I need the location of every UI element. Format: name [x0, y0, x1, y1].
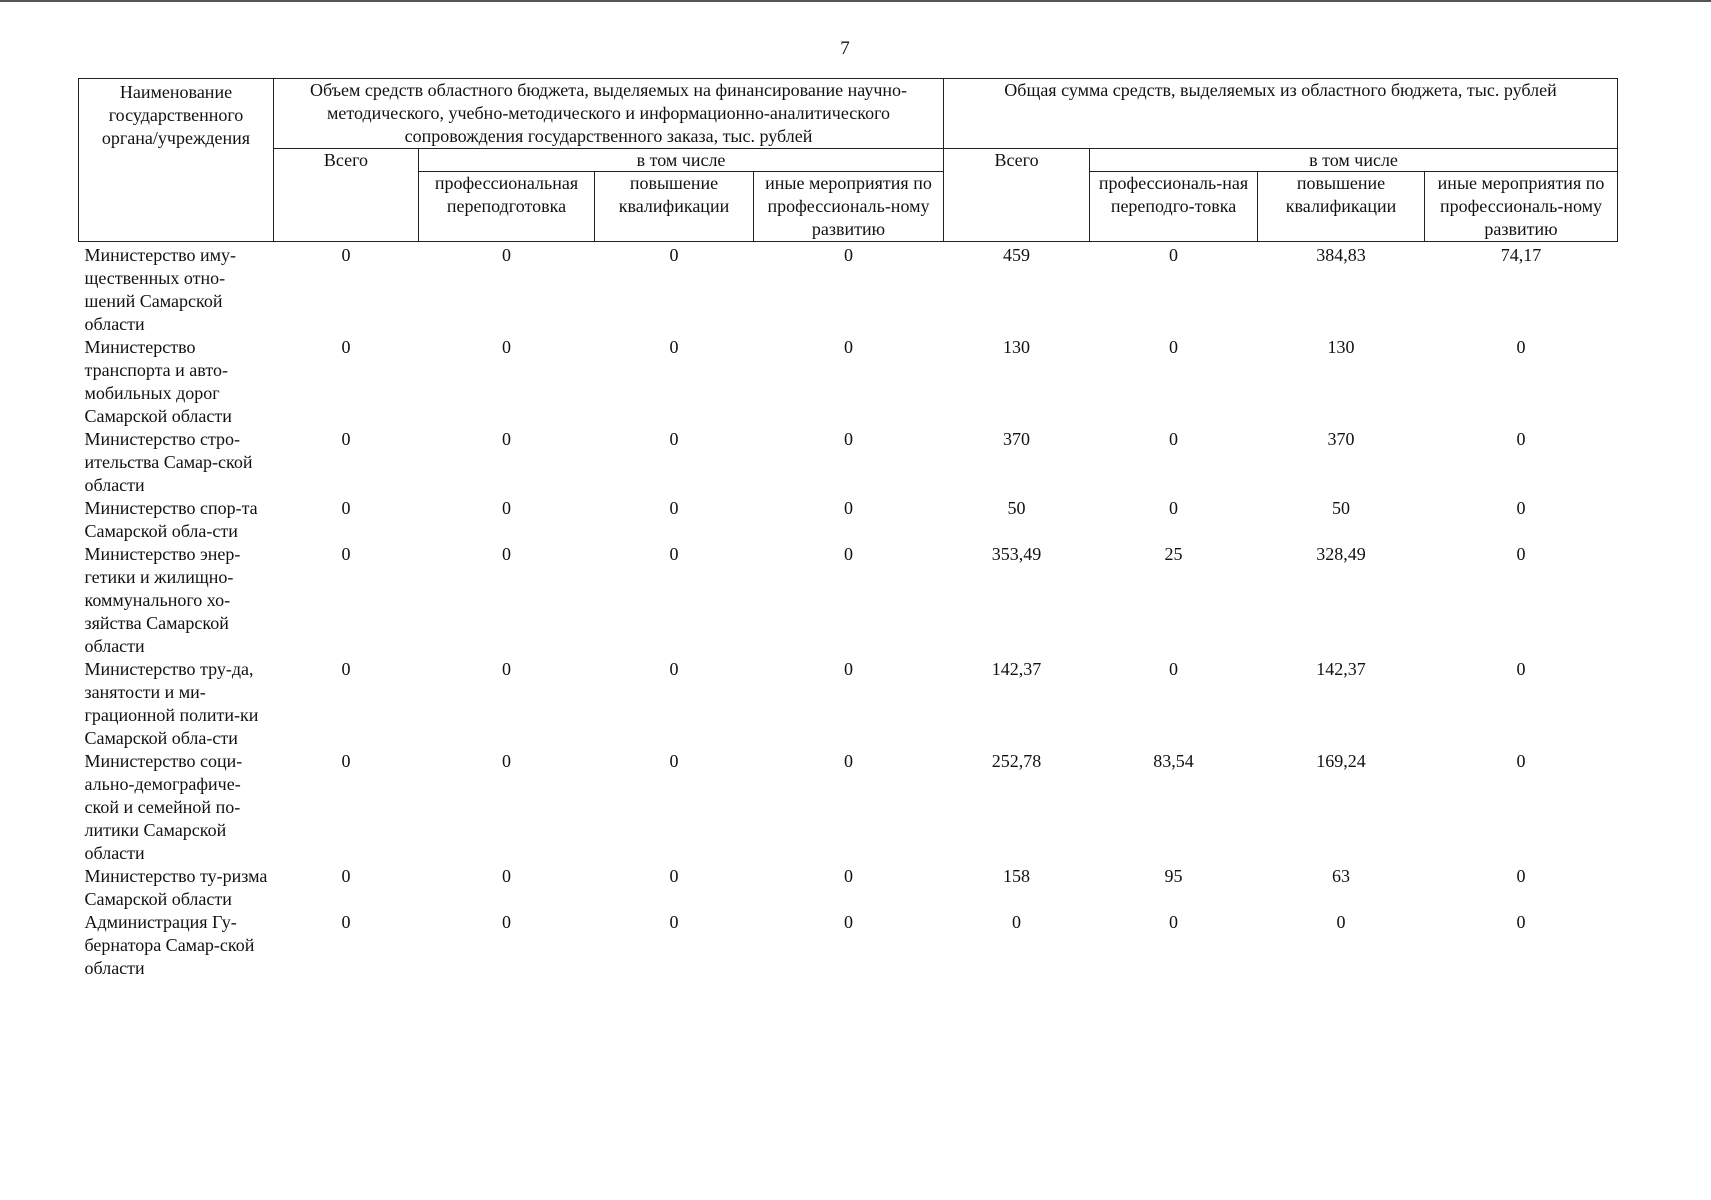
cell-qualification: 63: [1332, 866, 1351, 886]
table-header: [79, 79, 1618, 242]
header-sci-qualification: повышение квалификации: [595, 172, 754, 242]
cell-qualification: 130: [1327, 337, 1355, 357]
cell-organization: Министерство иму-щественных отно-шений Самарской области: [84, 245, 236, 334]
table-row: [79, 750, 1618, 865]
cell-sci-qualification: 0: [669, 245, 679, 265]
cell-other: 0: [1516, 659, 1526, 679]
header-sci-other: иные мероприятия по профессиональ-ному развитию: [754, 172, 944, 242]
cell-other: 0: [1516, 544, 1526, 564]
cell-qualification: 384,83: [1316, 245, 1366, 265]
cell-sci-qualification: 0: [669, 337, 679, 357]
cell-sci-other: 0: [844, 245, 853, 265]
cell-organization: Министерство спор-та Самарской обла-сти: [84, 498, 258, 541]
cell-sci-other: 0: [844, 544, 853, 564]
cell-sci-qualification: 0: [669, 866, 679, 886]
cell-sci-total: 0: [341, 498, 351, 518]
cell-total: 50: [1007, 498, 1026, 518]
header-total-including: в том числе: [1090, 149, 1618, 172]
cell-other: 0: [1516, 429, 1526, 449]
cell-total: 0: [1012, 912, 1022, 932]
table-row: [79, 242, 1618, 337]
cell-sci-other: 0: [844, 498, 853, 518]
cell-sci-qualification: 0: [669, 498, 679, 518]
budget-table: [78, 78, 1618, 980]
cell-retraining: 0: [1169, 429, 1179, 449]
cell-retraining: 0: [1169, 912, 1179, 932]
cell-sci-retraining: 0: [502, 498, 511, 518]
cell-sci-retraining: 0: [502, 429, 511, 449]
cell-other: 0: [1516, 751, 1526, 771]
cell-total: 142,37: [991, 659, 1042, 679]
cell-sci-retraining: 0: [502, 866, 511, 886]
cell-other: 0: [1516, 337, 1526, 357]
table-row: [79, 658, 1618, 750]
cell-sci-other: 0: [844, 337, 853, 357]
cell-other: 74,17: [1500, 245, 1542, 265]
cell-total: 130: [1003, 337, 1031, 357]
header-total: Всего: [944, 149, 1090, 242]
header-scientific-support-group: Объем средств областного бюджета, выделяемых на финансирование научно-методического, учебно-методического и информационно-аналитического сопровождения государственного заказа, тыс. рублей: [274, 79, 944, 149]
cell-sci-total: 0: [341, 751, 351, 771]
table-body: [79, 242, 1618, 981]
cell-retraining: 0: [1169, 337, 1179, 357]
cell-qualification: 0: [1336, 912, 1346, 932]
table-row: [79, 543, 1618, 658]
cell-sci-total: 0: [341, 659, 351, 679]
table-row: [79, 497, 1618, 543]
cell-sci-retraining: 0: [502, 337, 511, 357]
cell-total: 252,78: [991, 751, 1042, 771]
header-sci-total: Всего: [274, 149, 419, 242]
cell-qualification: 328,49: [1316, 544, 1366, 564]
cell-sci-other: 0: [844, 866, 853, 886]
cell-other: 0: [1516, 912, 1526, 932]
top-border-line: [0, 0, 1711, 2]
cell-sci-total: 0: [341, 544, 351, 564]
cell-sci-qualification: 0: [669, 659, 679, 679]
cell-sci-other: 0: [844, 751, 853, 771]
cell-organization: Министерство тру-да, занятости и ми-грационной полити-ки Самарской обла-сти: [84, 659, 259, 748]
cell-retraining: 0: [1169, 659, 1179, 679]
cell-organization: Министерство ту-ризма Самарской области: [84, 866, 268, 909]
cell-sci-total: 0: [341, 866, 351, 886]
header-qualification: повышение квалификации: [1258, 172, 1425, 242]
cell-sci-qualification: 0: [669, 751, 679, 771]
cell-retraining: 0: [1169, 498, 1179, 518]
cell-retraining: 25: [1164, 544, 1183, 564]
cell-organization: Администрация Гу-бернатора Самар-ской области: [84, 912, 255, 978]
cell-sci-retraining: 0: [502, 751, 511, 771]
cell-total: 158: [1003, 866, 1031, 886]
table-row: [79, 336, 1618, 428]
cell-sci-other: 0: [844, 429, 853, 449]
cell-retraining: 95: [1164, 866, 1183, 886]
cell-sci-retraining: 0: [502, 245, 511, 265]
cell-sci-qualification: 0: [669, 544, 679, 564]
cell-other: 0: [1516, 866, 1526, 886]
cell-retraining: 83,54: [1153, 751, 1194, 771]
cell-sci-other: 0: [844, 659, 853, 679]
cell-organization: Министерство транспорта и авто-мобильных дорог Самарской области: [84, 337, 232, 426]
cell-other: 0: [1516, 498, 1526, 518]
header-sci-including: в том числе: [419, 149, 944, 172]
cell-qualification: 50: [1332, 498, 1351, 518]
cell-organization: Министерство соци-ально-демографиче-ской и семейной по-литики Самарской области: [84, 751, 243, 863]
cell-total: 370: [1003, 429, 1031, 449]
cell-total: 459: [1003, 245, 1031, 265]
cell-sci-retraining: 0: [502, 659, 511, 679]
header-retraining: профессиональ-ная переподго-товка: [1090, 172, 1258, 242]
cell-retraining: 0: [1169, 245, 1179, 265]
page-number: 7: [840, 38, 850, 59]
cell-total: 353,49: [991, 544, 1042, 564]
cell-qualification: 370: [1327, 429, 1355, 449]
cell-sci-qualification: 0: [669, 912, 679, 932]
header-sci-retraining: профессиональная переподготовка: [419, 172, 595, 242]
table-row: [79, 911, 1618, 980]
cell-sci-total: 0: [341, 912, 351, 932]
cell-sci-total: 0: [341, 429, 351, 449]
header-organization: Наименование государственного органа/учреждения: [79, 79, 274, 242]
cell-sci-qualification: 0: [669, 429, 679, 449]
header-other: иные мероприятия по профессиональ-ному развитию: [1425, 172, 1618, 242]
table-row: [79, 865, 1618, 911]
cell-sci-total: 0: [341, 245, 351, 265]
cell-sci-other: 0: [844, 912, 853, 932]
header-total-funds-group: Общая сумма средств, выделяемых из областного бюджета, тыс. рублей: [944, 79, 1618, 149]
cell-sci-retraining: 0: [502, 544, 511, 564]
cell-organization: Министерство стро-ительства Самар-ской области: [84, 429, 253, 495]
cell-qualification: 142,37: [1316, 659, 1366, 679]
table-row: [79, 428, 1618, 497]
cell-sci-retraining: 0: [502, 912, 511, 932]
cell-organization: Министерство энер-гетики и жилищно-коммунального хо-зяйства Самарской области: [84, 544, 241, 656]
cell-qualification: 169,24: [1316, 751, 1366, 771]
cell-sci-total: 0: [341, 337, 351, 357]
